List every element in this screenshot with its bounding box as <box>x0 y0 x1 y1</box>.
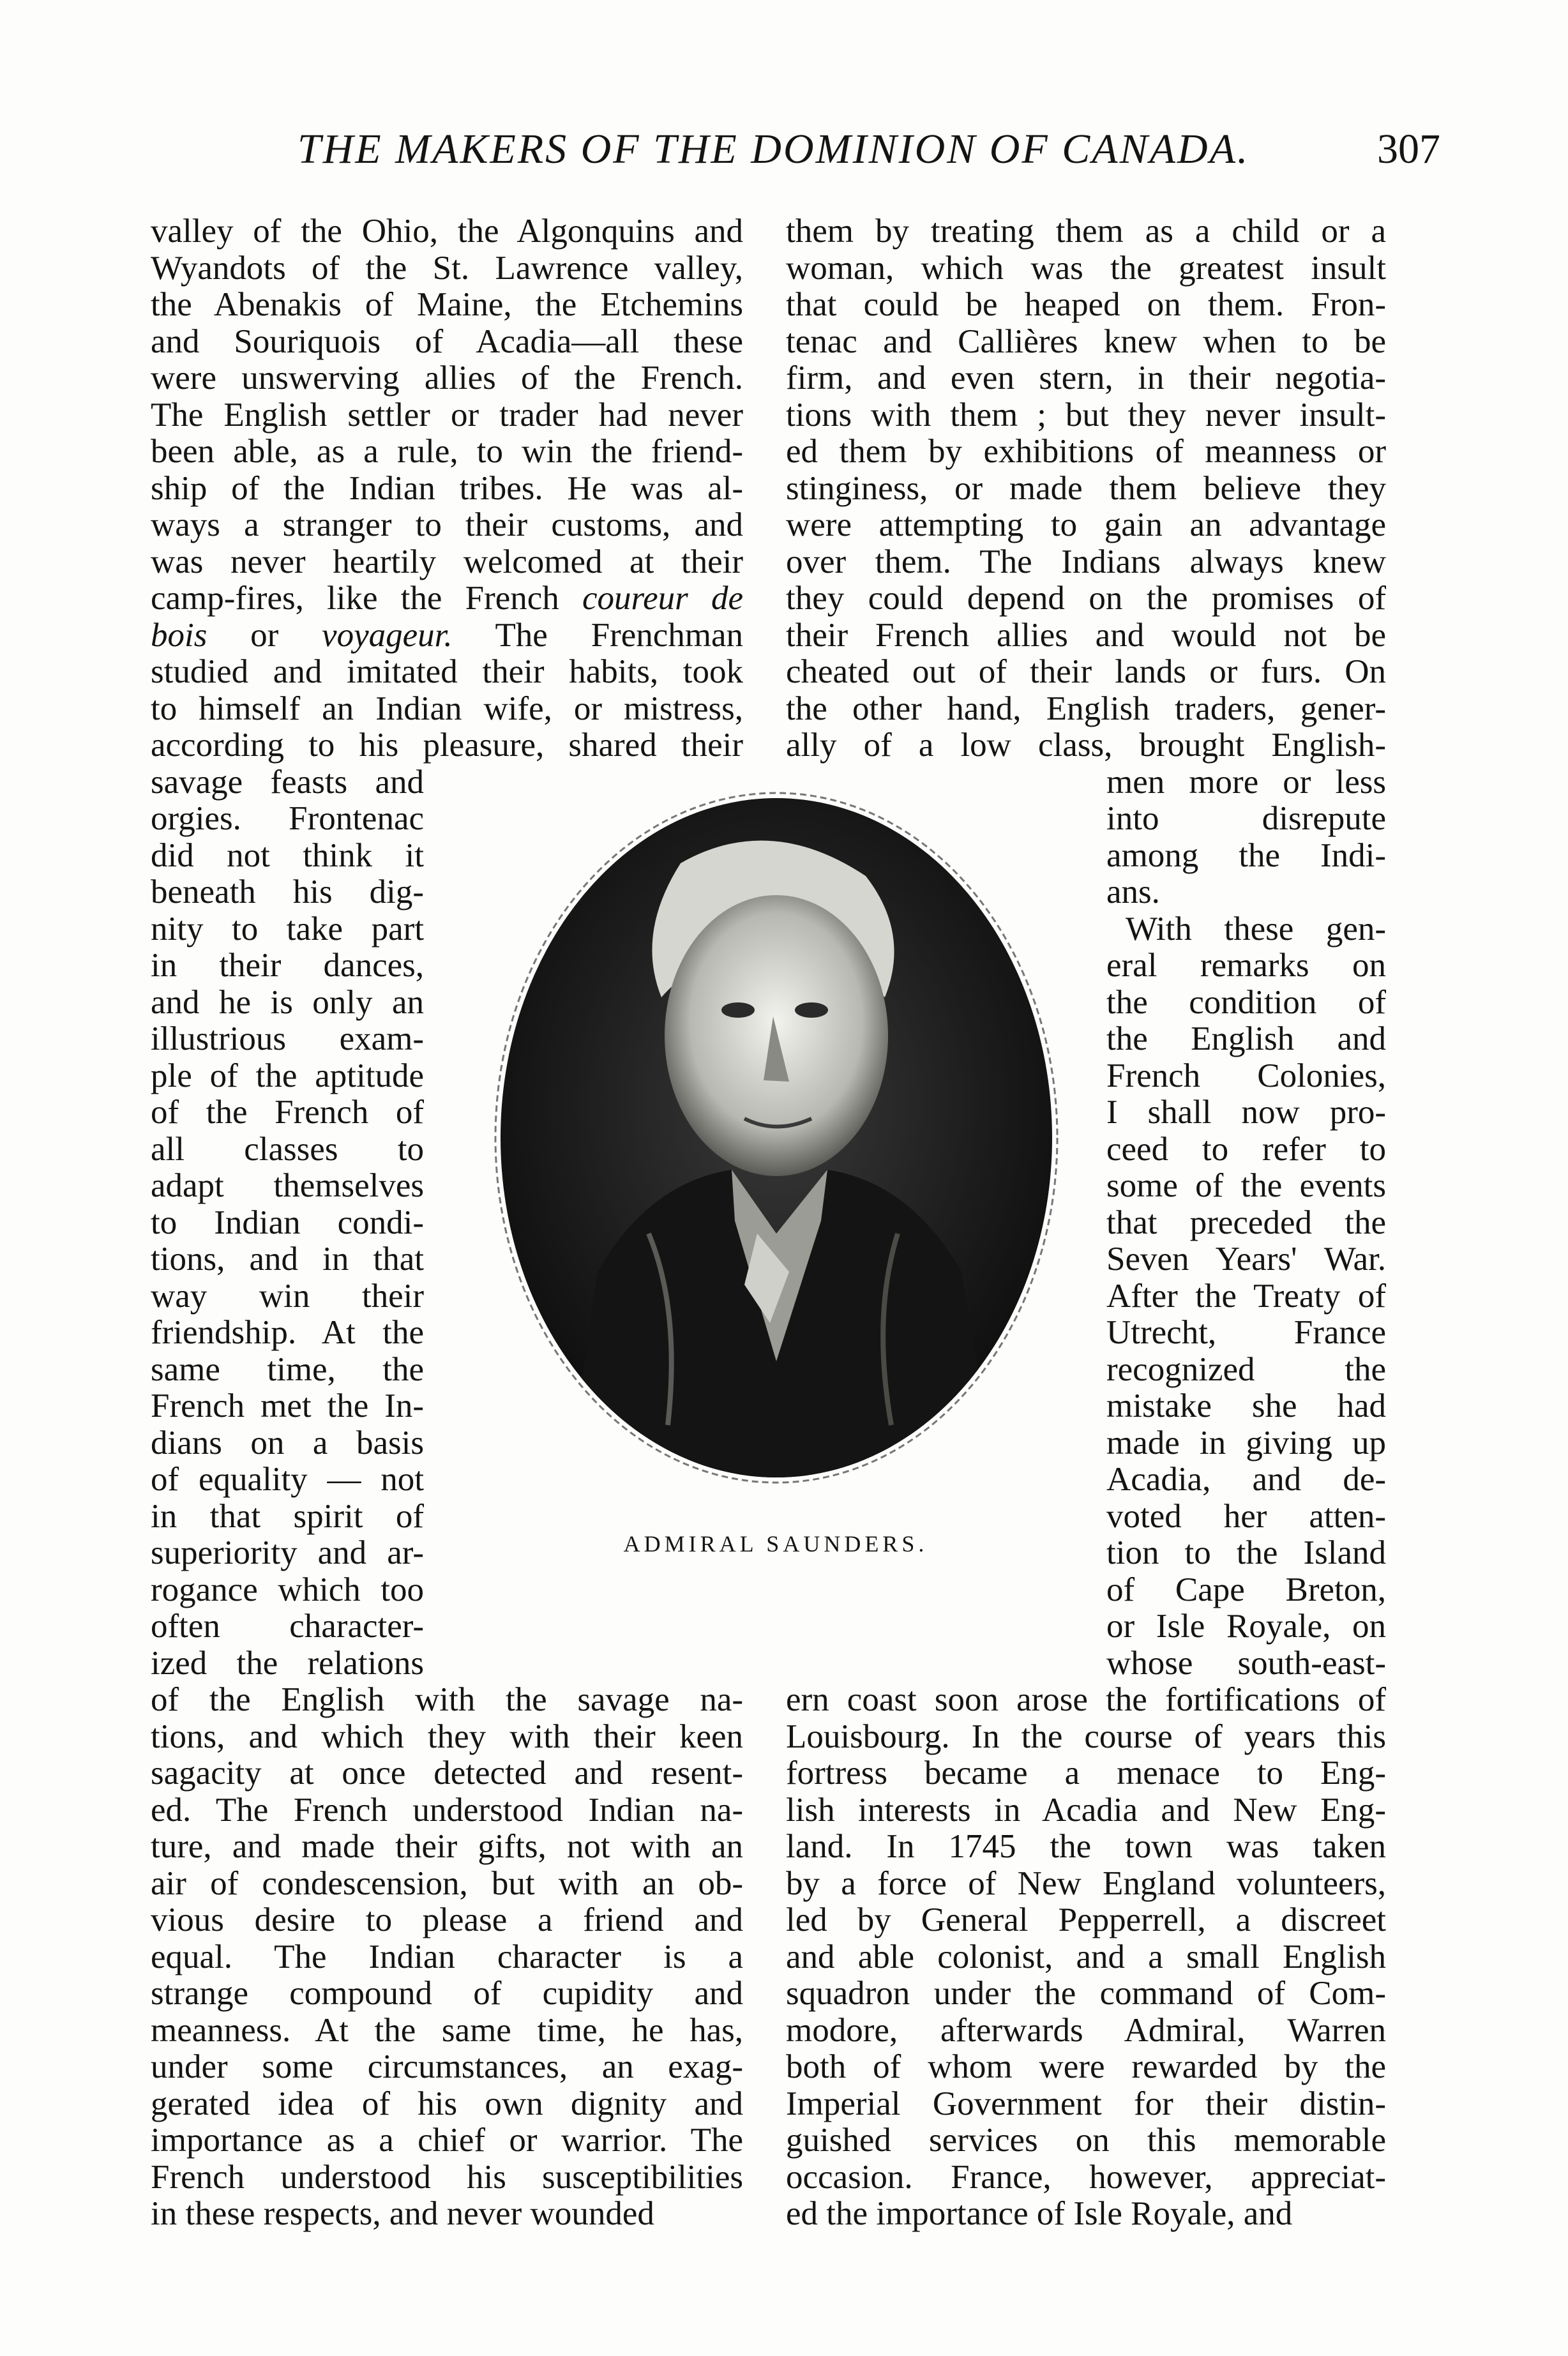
text-line: ed. The French understood Indian na- <box>151 1791 743 1829</box>
text-line: did not think it <box>151 836 424 874</box>
running-header <box>151 125 1440 183</box>
text-line: valley of the Ohio, the Algonquins and <box>151 213 743 250</box>
text-line: Wyandots of the St. Lawrence valley, <box>151 249 743 287</box>
text-line: tions, and in that <box>151 1241 424 1278</box>
text-line: gerated idea of his own dignity and <box>151 2085 743 2122</box>
text-line: in that spirit of <box>151 1497 424 1535</box>
text-line: air of condescension, but with an ob- <box>151 1864 743 1902</box>
text-line: and Souriquois of Acadia—all these <box>151 322 743 360</box>
text-line: cheated out of their lands or furs. On <box>786 653 1386 690</box>
text-line: meanness. At the same time, he has, <box>151 2011 743 2049</box>
left-top-tail: camp-fires, like the French <box>151 580 559 617</box>
text-line: men more or less <box>1106 763 1386 801</box>
text-line: according to his pleasure, shared their <box>151 727 743 764</box>
text-line: all classes to <box>151 1130 424 1168</box>
text-line: modore, afterwards Admiral, Warren <box>786 2011 1386 2049</box>
text-line: or Isle Royale, on <box>1106 1608 1386 1645</box>
text-line: nity to take part <box>151 910 424 948</box>
text-line: mistake she had <box>1106 1387 1386 1424</box>
text-line: French Colonies, <box>1106 1057 1386 1094</box>
right-top-lines <box>786 213 1386 764</box>
left-mid-lines <box>151 654 743 764</box>
left-narrow-lines <box>151 764 424 1682</box>
text-line: sagacity at once detected and resent- <box>151 1755 743 1792</box>
text-line: been able, as a rule, to win the friend- <box>151 433 743 470</box>
text-line: Louisbourg. In the course of years this <box>786 1718 1386 1755</box>
text-line: was never heartily welcomed at their <box>151 543 743 580</box>
text-line: to himself an Indian wife, or mistress, <box>151 690 743 727</box>
text-line: eral remarks on <box>1106 947 1386 984</box>
text-line: After the Treaty of <box>1106 1277 1386 1315</box>
text-line: over them. The Indians always knew <box>786 543 1386 580</box>
text-line: stinginess, or made them believe they <box>786 469 1386 507</box>
text-line: superiority and ar- <box>151 1534 424 1571</box>
text-line: adapt themselves <box>151 1167 424 1204</box>
text-line: woman, which was the greatest insult <box>786 249 1386 287</box>
text-line: of the English with the savage na- <box>151 1681 743 1718</box>
text-line: ceed to refer to <box>1106 1130 1386 1168</box>
text-line: dians on a basis <box>151 1424 424 1461</box>
text-line: ture, and made their gifts, not with an <box>151 1828 743 1865</box>
portrait-figure <box>472 787 1079 1623</box>
text-line: land. In 1745 the town was taken <box>786 1828 1386 1865</box>
text-line: in these respects, and never wounded <box>151 2195 654 2232</box>
text-line: ways a stranger to their customs, and <box>151 506 743 543</box>
text-line: and able colonist, and a small English <box>786 1938 1386 1975</box>
italic-term-2: voyageur. <box>322 616 453 654</box>
text-line: equal. The Indian character is a <box>151 1938 743 1975</box>
text-line: and he is only an <box>151 983 424 1021</box>
text-line: they could depend on the promises of <box>786 580 1386 617</box>
text-line: lish interests in Acadia and New Eng- <box>786 1791 1386 1829</box>
page-number: 307 <box>1377 126 1440 172</box>
text-line: voted her atten- <box>1106 1497 1386 1535</box>
text-line: tions with them ; but they never insult- <box>786 396 1386 434</box>
text-line: I shall now pro- <box>1106 1094 1386 1131</box>
text-line: by a force of New England volunteers, <box>786 1864 1386 1902</box>
text-line: of equality — not <box>151 1461 424 1498</box>
text-line: were unswerving allies of the French. <box>151 359 743 396</box>
right-narrow-lines <box>1106 764 1386 1682</box>
text-line: in their dances, <box>151 947 424 984</box>
text-line: the English and <box>1106 1020 1386 1057</box>
portrait-image <box>489 787 1064 1489</box>
text-line: guished services on this memorable <box>786 2122 1386 2159</box>
text-line: ed the importance of Isle Royale, and <box>786 2195 1293 2232</box>
text-line: under some circumstances, an exag- <box>151 2048 743 2085</box>
text-line: their French allies and would not be <box>786 616 1386 654</box>
or-word: or <box>250 616 279 654</box>
text-line: Imperial Government for their distin- <box>786 2085 1386 2122</box>
text-line: ally of a low class, brought English- <box>786 727 1386 764</box>
text-line: tion to the Island <box>1106 1534 1386 1571</box>
left-italic-line-1 <box>151 580 743 617</box>
text-line: were attempting to gain an advantage <box>786 506 1386 543</box>
text-line: Seven Years' War. <box>1106 1241 1386 1278</box>
text-line: beneath his dig- <box>151 873 424 910</box>
running-title: THE MAKERS OF THE DOMINION OF CANADA. <box>298 126 1250 172</box>
text-line: often character- <box>151 1608 424 1645</box>
text-line: French met the In- <box>151 1387 424 1424</box>
text-line: studied and imitated their habits, took <box>151 653 743 690</box>
text-line: firm, and even stern, in their negotia- <box>786 359 1386 396</box>
text-line: ed them by exhibitions of meanness or <box>786 433 1386 470</box>
text-line: fortress became a menace to Eng- <box>786 1755 1386 1792</box>
text-line: French understood his susceptibilities <box>151 2158 743 2196</box>
text-line: ship of the Indian tribes. He was al- <box>151 469 743 507</box>
text-line: tions, and which they with their keen <box>151 1718 743 1755</box>
figure-caption: ADMIRAL SAUNDERS. <box>623 1531 928 1557</box>
text-line: tenac and Callières knew when to be <box>786 322 1386 360</box>
text-line: led by General Pepperrell, a discreet <box>786 1901 1386 1938</box>
text-line: orgies. Frontenac <box>151 800 424 837</box>
text-line: Utrecht, France <box>1106 1314 1386 1351</box>
left-top-lines <box>151 213 743 580</box>
text-line: ern coast soon arose the fortifications of <box>786 1681 1386 1718</box>
text-line: occasion. France, however, appreciat- <box>786 2158 1386 2196</box>
text-line: strange compound of cupidity and <box>151 1975 743 2012</box>
text-line: savage feasts and <box>151 763 424 801</box>
text-line: some of the events <box>1106 1167 1386 1204</box>
text-line: of Cape Breton, <box>1106 1571 1386 1608</box>
text-line: same time, the <box>151 1350 424 1388</box>
text-line: whose south-east- <box>1106 1644 1386 1682</box>
text-line: ple of the aptitude <box>151 1057 424 1094</box>
after-italic: The Frenchman <box>495 616 744 654</box>
text-line: the condition of <box>1106 983 1386 1021</box>
left-bottom-lines <box>151 1682 743 2233</box>
text-line: ans. <box>1106 873 1160 910</box>
text-line: to Indian condi- <box>151 1204 424 1241</box>
text-line: friendship. At the <box>151 1314 424 1351</box>
text-line: With these gen- <box>1126 910 1386 948</box>
text-line: recognized the <box>1106 1350 1386 1388</box>
text-line: illustrious exam- <box>151 1020 424 1057</box>
italic-term-1b: bois <box>151 616 207 654</box>
text-line: them by treating them as a child or a <box>786 213 1386 250</box>
text-line: both of whom were rewarded by the <box>786 2048 1386 2085</box>
text-line: Acadia, and de- <box>1106 1461 1386 1498</box>
text-line: that preceded the <box>1106 1204 1386 1241</box>
left-italic-line-2 <box>151 617 743 654</box>
text-line: the other hand, English traders, gener- <box>786 690 1386 727</box>
text-line: The English settler or trader had never <box>151 396 743 434</box>
text-line: that could be heaped on them. Fron- <box>786 286 1386 323</box>
text-line: the Abenakis of Maine, the Etchemins <box>151 286 743 323</box>
text-line: importance as a chief or warrior. The <box>151 2122 743 2159</box>
text-line: squadron under the command of Com- <box>786 1975 1386 2012</box>
text-line: rogance which too <box>151 1571 424 1608</box>
text-line: of the French of <box>151 1094 424 1131</box>
text-line: into disrepute <box>1106 800 1386 837</box>
text-line: made in giving up <box>1106 1424 1386 1461</box>
text-line: vious desire to please a friend and <box>151 1901 743 1938</box>
text-line: ized the relations <box>151 1644 424 1682</box>
left-italic-line <box>151 580 743 654</box>
text-line: among the Indi- <box>1106 836 1386 874</box>
text-line: way win their <box>151 1277 424 1315</box>
right-bottom-lines <box>786 1682 1386 2233</box>
italic-term-1a: coureur de <box>582 580 744 617</box>
